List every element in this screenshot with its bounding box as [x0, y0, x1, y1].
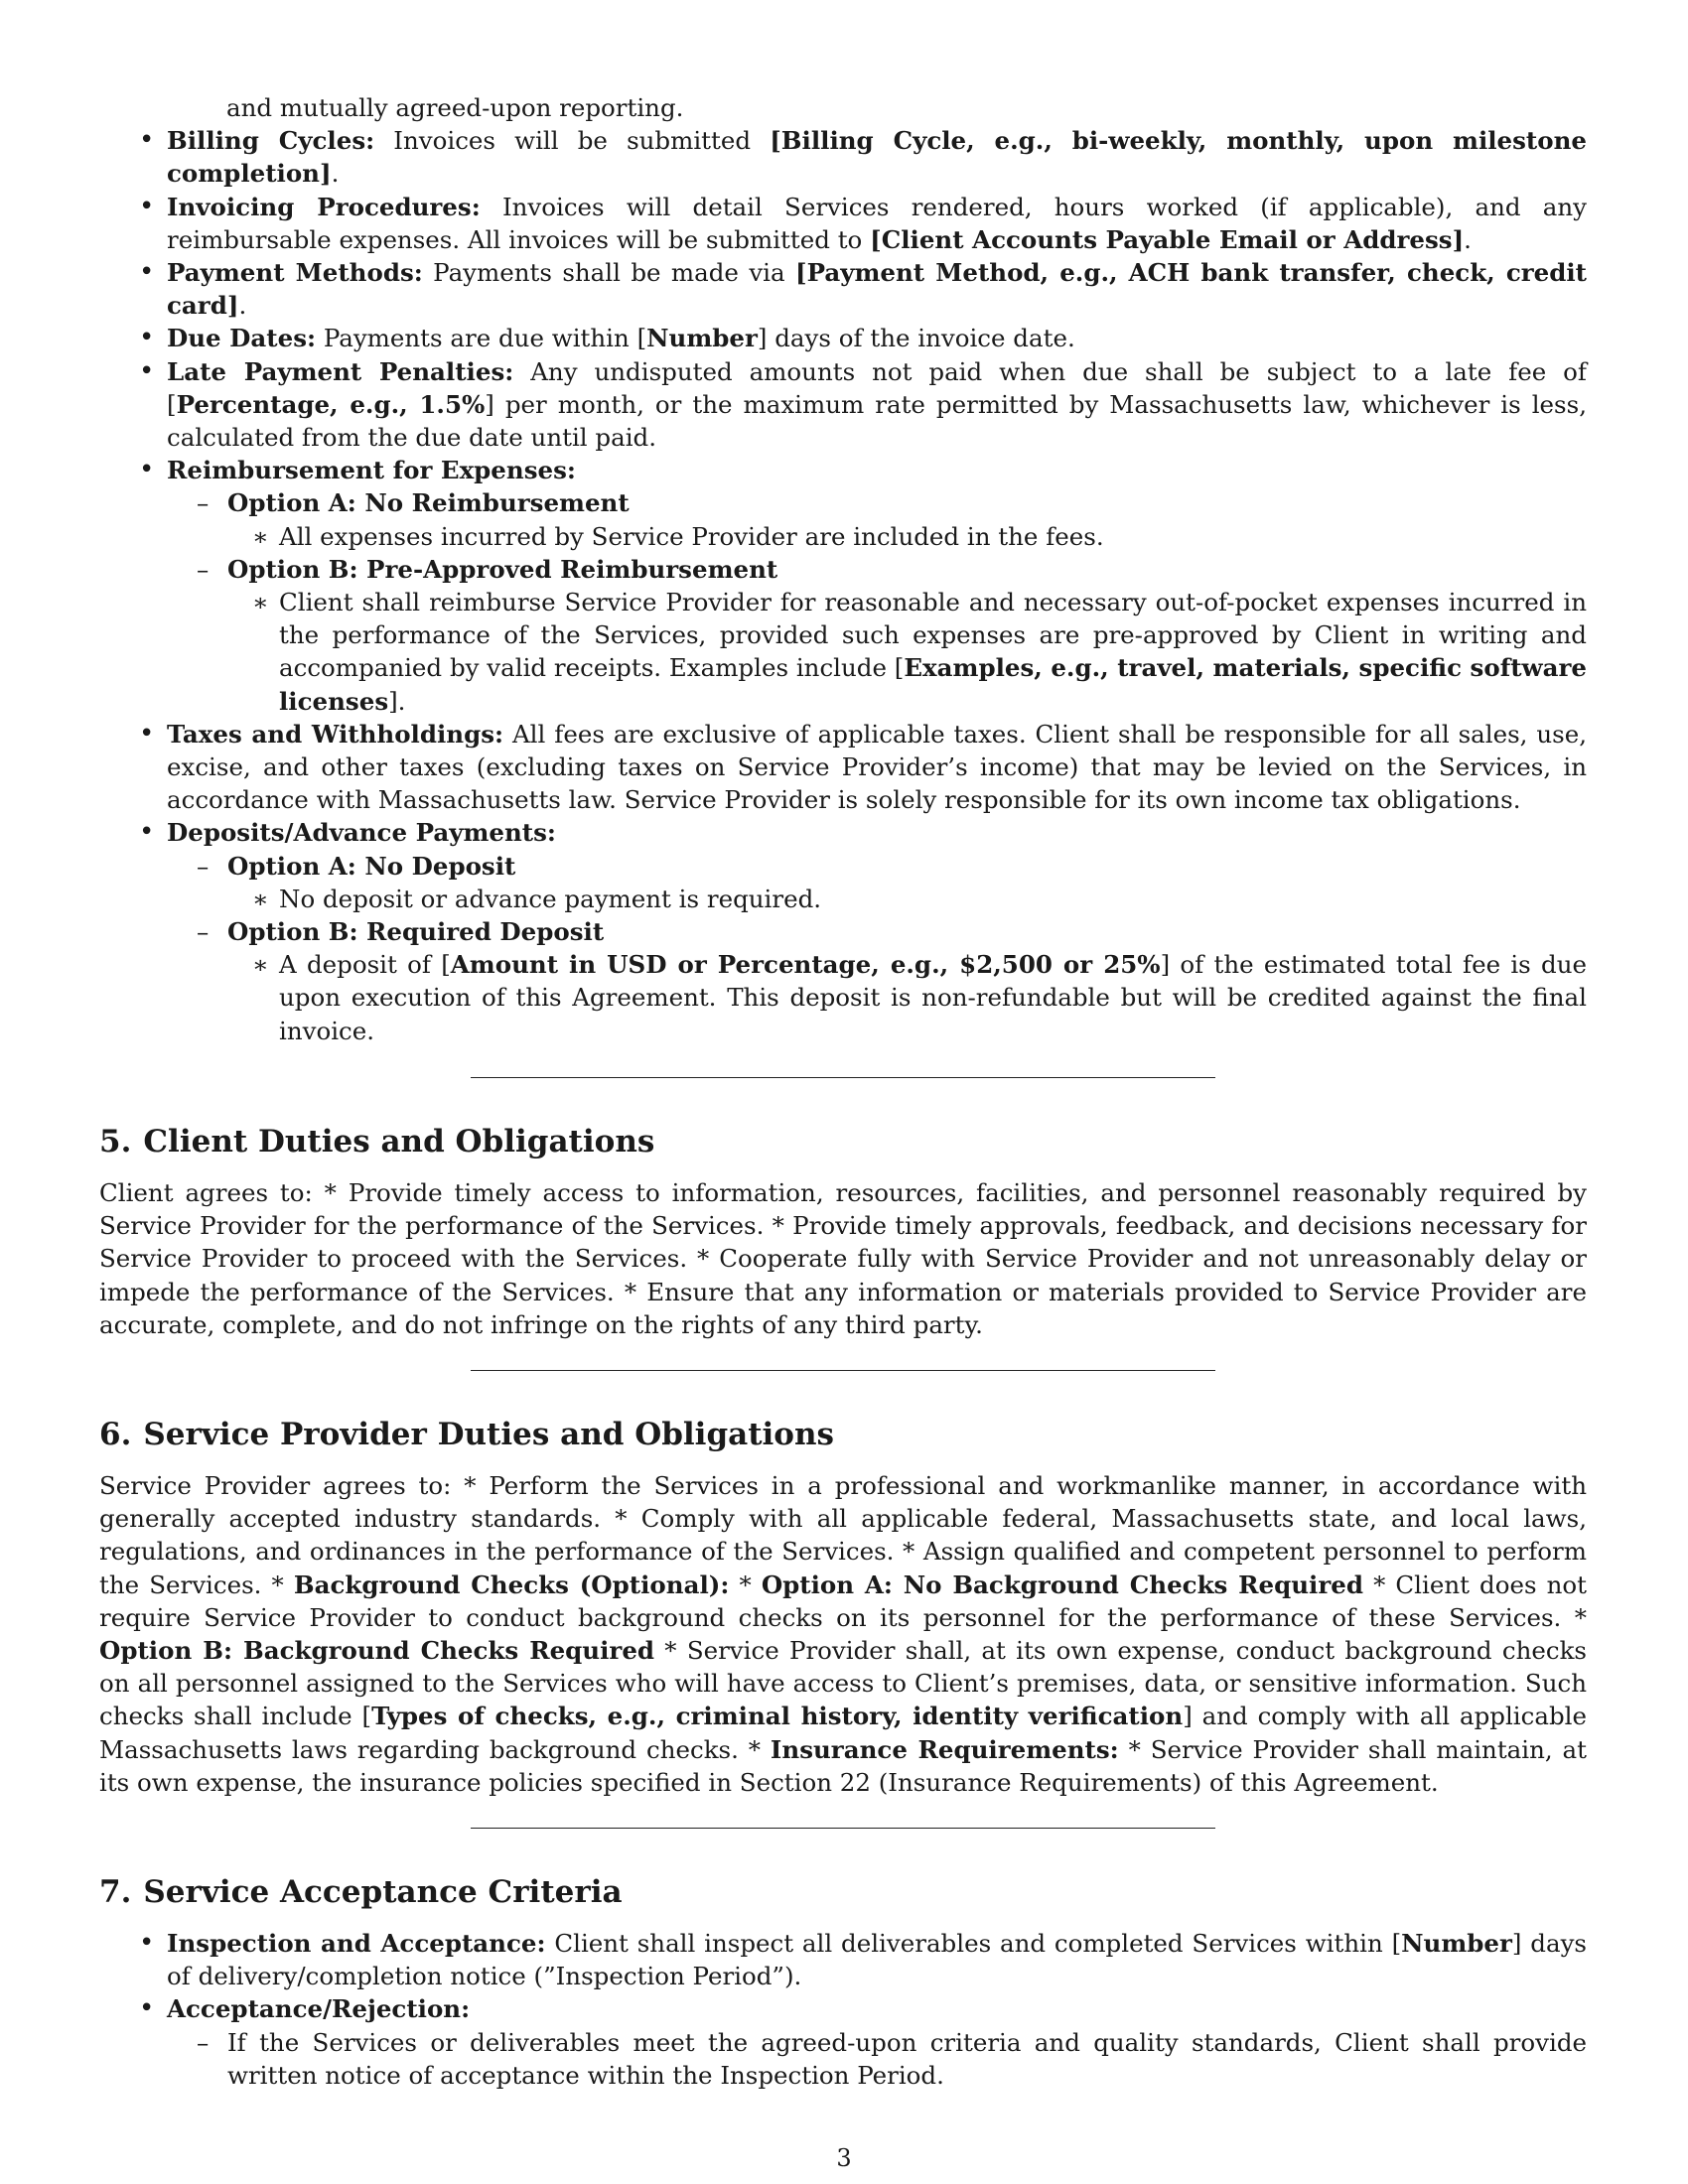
item-label: Invoicing Procedures:: [167, 192, 481, 221]
section-heading-6: 6. Service Provider Duties and Obligations: [99, 1416, 834, 1452]
option-a-no-reimbursement: – Option A: No Reimbursement ∗ All expenses incurred by Service Provider are included in the fees.: [167, 486, 1587, 552]
item-label: Acceptance/Rejection:: [167, 1994, 471, 2024]
section-divider: [471, 1828, 1215, 1829]
list-item-late-payment-penalties: • Late Payment Penalties: Any undisputed amounts not paid when due shall be subject to a late fee of [Percentage, e.g., 1.5%] per month, or the maximum rate permitted by Massachusetts law, whichever is less, calculated from the due date until paid.: [99, 355, 1587, 455]
section-heading-7: 7. Service Acceptance Criteria: [99, 1873, 623, 1910]
option-b-required-deposit: – Option B: Required Deposit ∗ A deposit of [Amount in USD or Percentage, e.g., $2,500 or 25%] of the estimated total fee is due upon execution of this Agreement. This deposit is non-refundable but will be credited against the final invoice.: [167, 915, 1587, 1047]
option-b-text: ∗ A deposit of [Amount in USD or Percentage, e.g., $2,500 or 25%] of the estimated total fee is due upon execution of this Agreement. This deposit is non-refundable but will be credited against the final invoice.: [227, 948, 1587, 1047]
acceptance-list: [99, 1927, 1587, 2092]
option-a-text: ∗ No deposit or advance payment is required.: [227, 883, 1587, 915]
item-label: Taxes and Withholdings:: [167, 719, 504, 749]
section-divider: [471, 1370, 1215, 1371]
option-b-pre-approved-reimbursement: – Option B: Pre-Approved Reimbursement ∗ Client shall reimburse Service Provider for reasonable and necessary out-of-pocket expenses incurred in the performance of the Services, provided such expenses are pre-approved by Client in writing and accompanied by valid receipts. Examples include [Examples, e.g., travel, materials, specific software licenses].: [167, 553, 1587, 718]
section-6-body: Service Provider agrees to: * Perform the Services in a professional and workmanlike manner, in accordance with generally accepted industry standards. * Comply with all applicable federal, Massachusetts state, and local laws, regulations, and ordinances in the performance of the Services. * Assign qualified and competent personnel to perform the Services. * Background Checks (Optional): * Option A: No Background Checks Required * Client does not require Service Provider to conduct background checks on its personnel for the performance of these Services. * Option B: Background Checks Required * Service Provider shall, at its own expense, conduct background checks on all personnel assigned to the Services who will have access to Client’s premises, data, or sensitive information. Such checks shall include [Types of checks, e.g., criminal history, identity verification] and comply with all applicable Massachusetts laws regarding background checks. * Insurance Requirements: * Service Provider shall maintain, at its own expense, the insurance policies specified in Section 22 (Insurance Requirements) of this Agreement.: [99, 1470, 1588, 1797]
acceptance-text: – If the Services or deliverables meet the agreed-upon criteria and quality standards, Client shall provide written notice of acceptance within the Inspection Period.: [167, 2026, 1587, 2092]
item-label: Inspection and Acceptance:: [167, 1928, 546, 1958]
list-item-taxes: • Taxes and Withholdings: All fees are exclusive of applicable taxes. Client shall be responsible for all sales, use, excise, and other taxes (excluding taxes on Service Provider’s income) that may be levied on the Services, in accordance with Massachusetts law. Service Provider is solely responsible for its own income tax obligations.: [99, 718, 1587, 817]
option-b-text: ∗ Client shall reimburse Service Provider for reasonable and necessary out-of-pocket expenses incurred in the performance of the Services, provided such expenses are pre-approved by Client in writing and accompanied by valid receipts. Examples include [Examples, e.g., travel, materials, specific software licenses].: [227, 586, 1587, 718]
list-item-deposits: [99, 816, 1587, 1046]
list-item-due-dates: • Due Dates: Payments are due within [Number] days of the invoice date.: [99, 322, 1587, 354]
page-number: 3: [836, 2144, 852, 2172]
item-label: Billing Cycles:: [167, 126, 375, 156]
option-a-text: ∗ All expenses incurred by Service Provider are included in the fees.: [227, 520, 1587, 553]
item-label: Payment Methods:: [167, 258, 423, 288]
list-item-billing-cycles: • Billing Cycles: Invoices will be submitted [Billing Cycle, e.g., bi-weekly, monthly, upon milestone completion].: [99, 124, 1587, 190]
section-divider: [471, 1077, 1215, 1078]
option-a-no-deposit: – Option A: No Deposit ∗ No deposit or advance payment is required.: [167, 850, 1587, 915]
list-item-acceptance-rejection: [99, 1992, 1587, 2092]
document-page: [99, 91, 1587, 2092]
list-item-reimbursement: [99, 454, 1587, 718]
section-5-body: Client agrees to: * Provide timely access to information, resources, facilities, and personnel reasonably required by Service Provider for the performance of the Services. * Provide timely approvals, feedback, and decisions necessary for Service Provider to proceed with the Services. * Cooperate fully with Service Provider and not unreasonably delay or impede the performance of the Services. * Ensure that any information or materials provided to Service Provider are accurate, complete, and do not infringe on the rights of any third party.: [99, 1177, 1587, 1339]
list-item-payment-methods: • Payment Methods: Payments shall be made via [Payment Method, e.g., ACH bank transfer, check, credit card].: [99, 256, 1587, 322]
continuation-text: and mutually agreed-upon reporting.: [226, 93, 684, 122]
item-label: Deposits/Advance Payments:: [167, 818, 556, 848]
list-item-invoicing-procedures: • Invoicing Procedures: Invoices will detail Services rendered, hours worked (if applicable), and any reimbursable expenses. All invoices will be submitted to [Client Accounts Payable Email or Address].: [99, 191, 1587, 256]
list-item-inspection: • Inspection and Acceptance: Client shall inspect all deliverables and completed Services within [Number] days of delivery/completion notice (”Inspection Period”).: [99, 1927, 1587, 1992]
section-heading-5: 5. Client Duties and Obligations: [99, 1123, 655, 1160]
item-label: Due Dates:: [167, 324, 317, 353]
item-label: Late Payment Penalties:: [167, 356, 514, 386]
payment-terms-list: [99, 124, 1587, 1047]
item-label: Reimbursement for Expenses:: [167, 456, 576, 485]
